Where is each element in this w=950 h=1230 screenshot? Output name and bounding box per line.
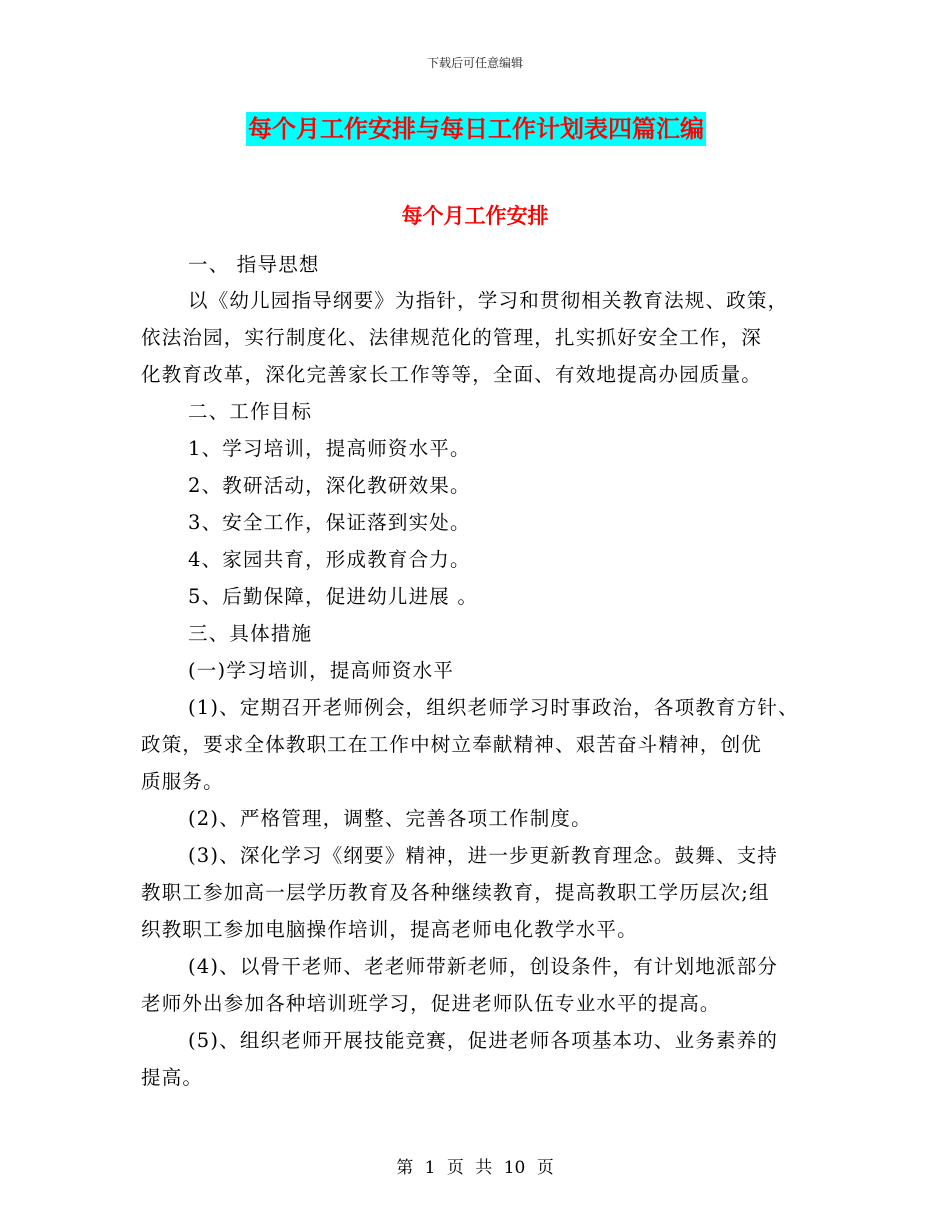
paragraph-line: 政策，要求全体教职工在工作中树立奉献精神、艰苦奋斗精神，创优: [141, 733, 763, 756]
paragraph-line: (3)、深化学习《纲要》精神，进一步更新教育理念。鼓舞、支持: [188, 844, 779, 867]
paragraph-line: (4)、以骨干老师、老老师带新老师，创设条件，有计划地派部分: [188, 955, 779, 978]
list-item: 3、安全工作，保证落到实处。: [188, 511, 471, 534]
paragraph-line: (1)、定期召开老师例会，组织老师学习时事政治，各项教育方针、: [188, 696, 799, 719]
subheading: (一)学习培训，提高师资水平: [188, 659, 455, 682]
paragraph-line: 提高。: [141, 1066, 204, 1089]
heading-guiding-thought: 一、 指导思想: [188, 253, 320, 276]
paragraph-line: 依法治园，实行制度化、法律规范化的管理，扎实抓好安全工作，深: [141, 326, 763, 349]
paragraph-line: (2)、严格管理，调整、完善各项工作制度。: [188, 807, 592, 830]
paragraph-line: 化教育改革，深化完善家长工作等等，全面、有效地提高办园质量。: [141, 363, 763, 386]
paragraph-line: 教职工参加高一层学历教育及各种继续教育，提高教职工学历层次;组: [141, 881, 770, 904]
paragraph-line: (5)、组织老师开展技能竞赛，促进老师各项基本功、业务素养的: [188, 1029, 779, 1052]
paragraph-line: 织教职工参加电脑操作培训，提高老师电化教学水平。: [141, 918, 638, 941]
section-title: 每个月工作安排: [401, 204, 549, 228]
heading-measures: 三、具体措施: [188, 622, 313, 645]
list-item: 2、教研活动，深化教研效果。: [188, 474, 471, 497]
paragraph-line: 以《幼儿园指导纲要》为指针，学习和贯彻相关教育法规、政策，: [188, 289, 789, 312]
document-title: 每个月工作安排与每日工作计划表四篇汇编: [246, 112, 706, 146]
page-footer: 第 1 页 共 10 页: [396, 1158, 554, 1178]
paragraph-line: 老师外出参加各种培训班学习，促进老师队伍专业水平的提高。: [141, 992, 721, 1015]
heading-work-goals: 二、工作目标: [188, 400, 313, 423]
list-item: 4、家园共育，形成教育合力。: [188, 548, 471, 571]
list-item: 1、学习培训，提高师资水平。: [188, 437, 471, 460]
list-item: 5、后勤保障，促进幼儿进展 。: [188, 585, 479, 608]
page-header-note: 下载后可任意编辑: [426, 56, 523, 70]
paragraph-line: 质服务。: [141, 770, 224, 793]
